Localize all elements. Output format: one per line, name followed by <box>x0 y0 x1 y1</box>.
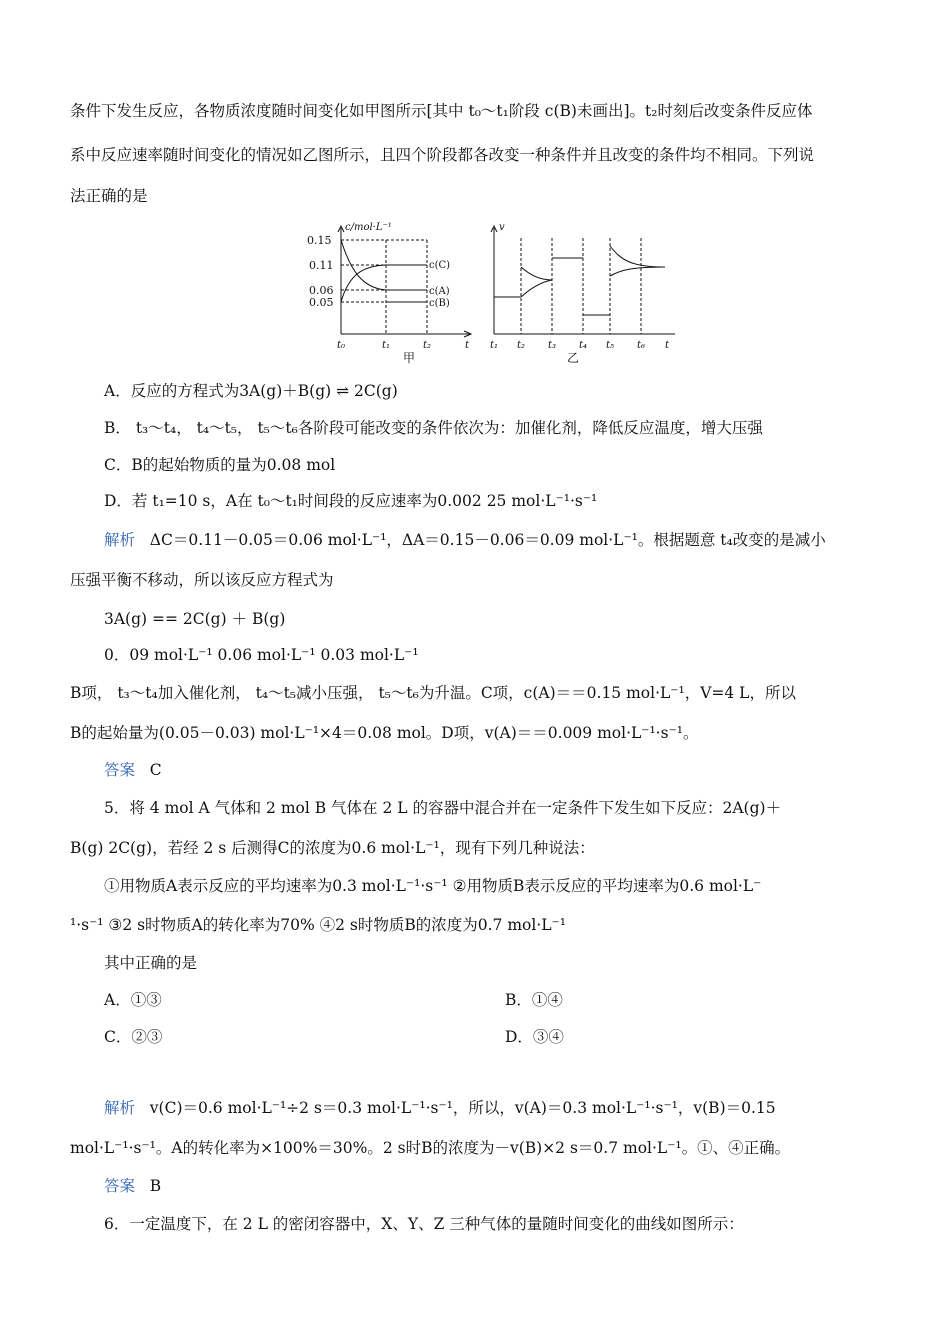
jia-ytick-005: 0.05 <box>309 296 334 309</box>
q5-analysis-text-1: v(C)＝0.6 mol·L⁻¹÷2 s＝0.3 mol·L⁻¹·s⁻¹，所以，v(A)＝0.3 mol·L⁻¹·s⁻¹，v(B)＝0.15 <box>149 1099 776 1117</box>
yi-xtick-t6: t₆ <box>637 340 646 351</box>
q5-stem-3: ①用物质A表示反应的平均速率为0.3 mol·L⁻¹·s⁻¹ ②用物质B表示反应的平均速率为0.6 mol·L⁻ <box>104 877 762 895</box>
q4-analysis-text-1: ΔC＝0.11－0.05＝0.06 mol·L⁻¹，ΔA＝0.15－0.06＝0.09 mol·L⁻¹。根据题意 t₄改变的是减小 <box>149 531 826 549</box>
intro-line-1: 条件下发生反应，各物质浓度随时间变化如甲图所示[其中 t₀～t₁阶段 c(B)未画出]。t₂时刻后改变条件反应体 <box>70 102 813 120</box>
yi-rate-lower-1 <box>521 280 552 297</box>
q5-stem-5: 其中正确的是 <box>104 954 198 972</box>
q4-answer-value: C <box>149 761 162 779</box>
jia-label-b: c(B) <box>429 298 450 309</box>
q5-stem-1: 5．将 4 mol A 气体和 2 mol B 气体在 2 L 的容器中混合并在一定条件下发生如下反应：2A(g)＋ <box>104 799 782 817</box>
jia-labels <box>307 222 470 365</box>
q5-analysis-line-2: mol·L⁻¹·s⁻¹。A的转化率为×100%＝30%。2 s时B的浓度为－v(B)×2 s＝0.7 mol·L⁻¹。①、④正确。 <box>70 1139 791 1157</box>
q5-stem-4: ¹·s⁻¹ ③2 s时物质A的转化率为70% ④2 s时物质B的浓度为0.7 mol·L⁻¹ <box>70 916 566 934</box>
yi-xtick-t4: t₄ <box>579 340 588 351</box>
q5-option-a: A．①③ <box>104 991 162 1009</box>
q4-answer <box>104 760 162 780</box>
jia-ytick-006: 0.06 <box>309 284 334 297</box>
jia-ytick-015: 0.15 <box>307 234 332 247</box>
q5-analysis-line-1 <box>104 1098 776 1118</box>
yi-rate-lower-2 <box>610 267 665 276</box>
jia-label-a: c(A) <box>429 286 450 297</box>
q5-answer-value: B <box>149 1177 162 1195</box>
q5-answer <box>104 1176 161 1196</box>
yi-xlabel: t <box>665 340 670 351</box>
q5-answer-label: 答案 <box>104 1177 136 1195</box>
q4-analysis-eq-1: 3A(g) == 2C(g) ＋ B(g) <box>104 610 286 628</box>
jia-xtick-t2: t₂ <box>423 340 432 351</box>
q4-analysis-label: 解析 <box>104 531 136 549</box>
q4-analysis-line-3: B项， t₃～t₄加入催化剂， t₄～t₅减小压强， t₅～t₆为升温。C项，c(A)＝＝0.15 mol·L⁻¹，V=4 L，所以 <box>70 684 796 702</box>
q4-option-b: B． t₃～t₄， t₄～t₅， t₅～t₆各阶段可能改变的条件依次为：加催化剂，降低反应温度，增大压强 <box>104 419 763 437</box>
yi-xtick-t3: t₃ <box>548 340 557 351</box>
jia-ytick-011: 0.11 <box>309 259 334 272</box>
jia-xtick-t1: t₁ <box>382 340 391 351</box>
q4-analysis-line-4: B的起始量为(0.05－0.03) mol·L⁻¹×4＝0.08 mol。D项，v(A)＝＝0.009 mol·L⁻¹·s⁻¹。 <box>70 724 699 742</box>
q4-analysis-eq-2: 0．09 mol·L⁻¹ 0.06 mol·L⁻¹ 0.03 mol·L⁻¹ <box>104 646 419 664</box>
q4-analysis-line-1 <box>104 530 826 550</box>
q4-option-d: D．若 t₁=10 s，A在 t₀～t₁时间段的反应速率为0.002 25 mol·L⁻¹·s⁻¹ <box>104 492 598 510</box>
q4-answer-label: 答案 <box>104 761 136 779</box>
q5-option-c: C．②③ <box>104 1028 163 1046</box>
jia-caption: 甲 <box>403 351 416 365</box>
yi-xtick-t1: t₁ <box>490 340 499 351</box>
q5-analysis-label: 解析 <box>104 1099 136 1117</box>
yi-xtick-t5: t₅ <box>606 340 615 351</box>
figure-svg <box>305 214 675 366</box>
yi-ylabel: v <box>499 222 505 233</box>
yi-rate-upper-2 <box>610 246 665 267</box>
q5-stem-2: B(g) 2C(g)，若经 2 s 后测得C的浓度为0.6 mol·L⁻¹，现有下列几种说法： <box>70 839 595 857</box>
yi-caption: 乙 <box>567 351 580 365</box>
q6-stem-1: 6．一定温度下，在 2 L 的密闭容器中，X、Y、Z 三种气体的量随时间变化的曲线如图所示： <box>104 1215 744 1233</box>
chart-yi <box>491 226 675 334</box>
chart-jia <box>338 226 471 337</box>
q5-option-d: D．③④ <box>505 1028 564 1046</box>
jia-xlabel: t <box>465 340 470 351</box>
intro-line-3: 法正确的是 <box>70 187 148 205</box>
jia-ylabel: c/mol·L⁻¹ <box>345 222 392 233</box>
jia-xtick-t0: t₀ <box>337 340 346 351</box>
q5-option-b: B．①④ <box>505 991 563 1009</box>
jia-label-c: c(C) <box>429 260 451 271</box>
yi-xtick-t2: t₂ <box>517 340 526 351</box>
q4-option-a: A．反应的方程式为3A(g)＋B(g) ⇌ 2C(g) <box>104 382 398 400</box>
reaction-figure <box>305 214 675 366</box>
q4-analysis-line-2: 压强平衡不移动，所以该反应方程式为 <box>70 571 334 589</box>
q4-option-c: C．B的起始物质的量为0.08 mol <box>104 456 336 474</box>
yi-rate-upper-1 <box>521 267 552 280</box>
intro-line-2: 系中反应速率随时间变化的情况如乙图所示，且四个阶段都各改变一种条件并且改变的条件均不相同。下列说 <box>70 146 815 164</box>
yi-labels <box>490 222 670 365</box>
